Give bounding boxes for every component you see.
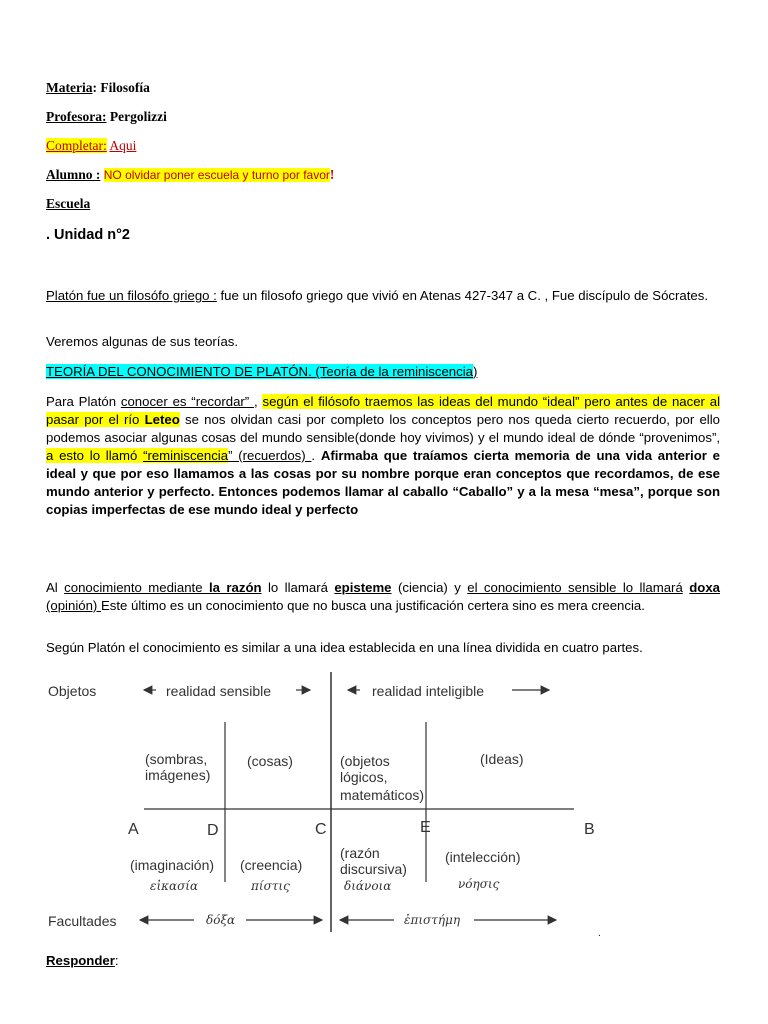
teorias-line: Veremos algunas de sus teorías.	[46, 334, 239, 349]
materia-value: : Filosofía	[92, 80, 150, 95]
doxa-label: δόξα	[206, 913, 236, 927]
point-c: C	[315, 821, 327, 838]
con-s4: lo llamará	[261, 580, 335, 595]
unidad-heading: . Unidad n°2	[46, 227, 130, 243]
platon-s1: Para Platón	[46, 394, 121, 409]
intro-rest: fue un filosofo griego que vivió en Atenas 427-347 a C. , Fue discípulo de Sócrates.	[216, 288, 709, 303]
con-s6: (ciencia) y	[391, 580, 468, 595]
ideas-label: (Ideas)	[480, 751, 524, 767]
point-e: E	[420, 819, 431, 836]
responder-label: Responder	[46, 953, 115, 968]
facultades-label: Facultades	[48, 913, 117, 929]
platon-recuerdos: ” (recuerdos)	[228, 448, 312, 463]
cosas-label: (cosas)	[247, 753, 293, 769]
objetos-logicos-2: lógicos,	[340, 769, 388, 785]
realidad-sensible-label: realidad sensible	[166, 683, 272, 699]
profesora-line	[46, 109, 167, 125]
objetos-logicos-3: matemáticos)	[340, 787, 425, 803]
alumno-bang: !	[329, 167, 335, 182]
completar-line	[46, 138, 136, 154]
point-d: D	[207, 822, 219, 839]
con-razon: la razón	[208, 580, 262, 595]
stray-dot: .	[598, 928, 601, 939]
razon-line2: discursiva)	[340, 861, 407, 877]
imaginacion-label: (imaginación)	[130, 857, 215, 873]
theory-title-text: TEORÍA DEL CONOCIMIENTO DE PLATÓN. (Teoría de la reminiscencia	[46, 364, 473, 379]
con-s7: el conocimiento sensible lo llamará	[467, 580, 683, 595]
con-s11: Este último es un conocimiento que no busca una justificación certera sino es mera creencia.	[100, 598, 645, 613]
objetos-logicos-1: (objetos	[340, 753, 390, 769]
completar-link[interactable]: Aqui	[109, 138, 137, 153]
responder-line	[46, 953, 119, 968]
platon-s6: se nos olvidan casi por completo los conceptos pero nos queda cierto recuerdo, por ello podemos asociar algunas cosas del mundo sensible(donde hoy vivimos) y el mundo ideal de dónde “provenimos”,	[46, 412, 721, 445]
platon-leteo: Leteo	[144, 412, 180, 427]
responder-colon: :	[114, 953, 119, 968]
platon-s2: conocer es “recordar”	[120, 394, 254, 409]
alumno-line	[46, 167, 334, 183]
alumno-note: NO olvidar poner escuela y turno por favor	[103, 168, 330, 182]
sombras-line1: (sombras,	[145, 751, 208, 767]
point-a: A	[128, 821, 139, 838]
alumno-label: Alumno :	[46, 167, 101, 182]
inteleccion-label: (intelección)	[445, 849, 521, 865]
pistis-label: πίστις	[251, 879, 290, 893]
creencia-label: (creencia)	[240, 857, 303, 873]
noesis-label: νόησις	[458, 877, 500, 891]
intro-paragraph	[46, 287, 720, 305]
theory-title-close: )	[473, 364, 478, 379]
con-opinion: (opinión)	[46, 598, 101, 613]
platon-s10: .	[311, 448, 321, 463]
con-doxa: doxa	[689, 580, 721, 595]
con-s2: conocimiento mediante	[64, 580, 209, 595]
con-episteme: episteme	[334, 580, 392, 595]
platon-s3: ,	[254, 394, 263, 409]
con-s1: Al	[46, 580, 65, 595]
eikasia-label: εἰκασία	[150, 879, 199, 893]
materia-line	[46, 80, 150, 96]
profesora-value: Pergolizzi	[106, 109, 167, 124]
sombras-line2: imágenes)	[145, 767, 211, 783]
theory-title	[46, 364, 477, 379]
escuela-line	[46, 196, 90, 212]
objetos-label: Objetos	[48, 683, 97, 699]
platon-paragraph	[46, 393, 720, 519]
profesora-label: Profesora:	[46, 109, 107, 124]
linea-paragraph: Según Platón el conocimiento es similar a una idea establecida en una línea dividida en cuatro partes.	[46, 640, 643, 655]
materia-label: Materia	[46, 80, 93, 95]
point-b: B	[584, 821, 595, 838]
dianoia-label: διάνοια	[344, 879, 392, 893]
platon-bold: Afirmaba que traíamos cierta memoria de una vida anterior e ideal y que por eso llamamos a las cosas por su nombre porque eran conceptos que recordamos, de ese mundo anterior y perfecto. Entonces podemos llamar al caballo “Caballo” y a la mesa “mesa”, porque son copias imperfectas de ese mundo ideal y perfecto	[46, 448, 720, 517]
realidad-inteligible-label: realidad inteligible	[372, 683, 485, 699]
razon-line1: (razón	[340, 845, 380, 861]
divided-line-diagram	[44, 670, 604, 935]
platon-s7: a esto lo llamó	[46, 448, 144, 463]
platon-s4: según el filósofo traemos las ideas del mundo “ideal” pero antes de nacer al pasar por el río	[46, 394, 721, 427]
escuela-label: Escuela	[46, 196, 91, 211]
conocimiento-paragraph	[46, 579, 720, 615]
completar-label: Completar:	[46, 138, 107, 153]
intro-underlined: Platón fue un filosófo griego :	[46, 288, 217, 303]
platon-reminiscencia: “reminiscencia	[143, 448, 229, 463]
episteme-label: ἐπιστήμη	[404, 913, 461, 927]
